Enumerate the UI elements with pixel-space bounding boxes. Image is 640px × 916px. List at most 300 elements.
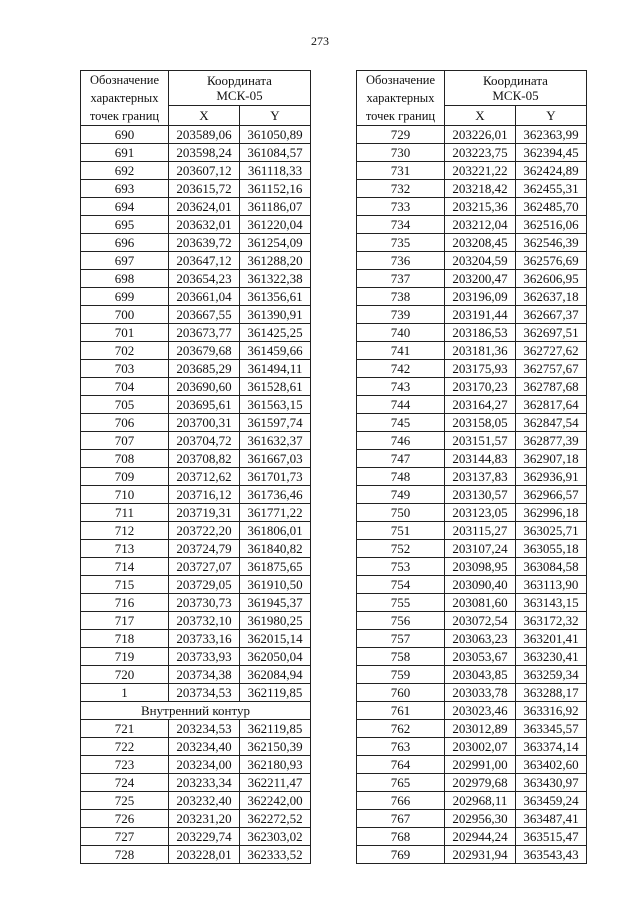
x-coordinate-cell: 203695,61 (169, 396, 240, 414)
table-row (357, 450, 587, 468)
point-number-cell: 755 (357, 594, 445, 612)
table-row (357, 558, 587, 576)
x-coordinate-cell: 203107,24 (445, 540, 516, 558)
x-coordinate-cell: 203234,40 (169, 738, 240, 756)
y-coordinate-cell: 361597,74 (240, 414, 311, 432)
x-coordinate-cell: 203734,38 (169, 666, 240, 684)
y-coordinate-cell: 362272,52 (240, 810, 311, 828)
table-row (81, 792, 311, 810)
y-coordinate-cell: 363055,18 (516, 540, 587, 558)
table-row (357, 270, 587, 288)
y-coordinate-cell: 361840,82 (240, 540, 311, 558)
y-coordinate-cell: 362485,70 (516, 198, 587, 216)
x-coordinate-cell: 203098,95 (445, 558, 516, 576)
x-coordinate-cell: 203144,83 (445, 450, 516, 468)
table-row (81, 234, 311, 252)
x-coordinate-cell: 203734,53 (169, 684, 240, 702)
x-coordinate-cell: 203215,36 (445, 198, 516, 216)
table-row (81, 522, 311, 540)
header-x: X (169, 105, 240, 125)
y-coordinate-cell: 361322,38 (240, 270, 311, 288)
table-row (357, 810, 587, 828)
x-coordinate-cell: 203081,60 (445, 594, 516, 612)
x-coordinate-cell: 203229,74 (169, 828, 240, 846)
point-number-cell: 719 (81, 648, 169, 666)
y-coordinate-cell: 363345,57 (516, 720, 587, 738)
table-row (357, 306, 587, 324)
y-coordinate-cell: 362119,85 (240, 720, 311, 738)
x-coordinate-cell: 203667,55 (169, 306, 240, 324)
header-coord-line: МСК-05 (216, 87, 263, 103)
x-coordinate-cell: 203090,40 (445, 576, 516, 594)
x-coordinate-cell: 203704,72 (169, 432, 240, 450)
y-coordinate-cell: 361118,33 (240, 162, 311, 180)
x-coordinate-cell: 203716,12 (169, 486, 240, 504)
x-coordinate-cell: 203218,42 (445, 180, 516, 198)
x-coordinate-cell: 203679,68 (169, 342, 240, 360)
y-coordinate-cell: 362180,93 (240, 756, 311, 774)
table-row (81, 576, 311, 594)
table-row (357, 252, 587, 270)
x-coordinate-cell: 203708,82 (169, 450, 240, 468)
x-coordinate-cell: 203639,72 (169, 234, 240, 252)
point-number-cell: 708 (81, 450, 169, 468)
y-coordinate-cell: 361736,46 (240, 486, 311, 504)
table-row (357, 468, 587, 486)
header-label-line: точек границ (365, 109, 436, 123)
x-coordinate-cell: 202944,24 (445, 828, 516, 846)
x-coordinate-cell: 203002,07 (445, 738, 516, 756)
x-coordinate-cell: 203733,16 (169, 630, 240, 648)
point-number-cell: 768 (357, 828, 445, 846)
table-row (357, 180, 587, 198)
point-number-cell: 724 (81, 774, 169, 792)
x-coordinate-cell: 203661,04 (169, 288, 240, 306)
y-coordinate-cell: 363459,24 (516, 792, 587, 810)
table-row (81, 774, 311, 792)
y-coordinate-cell: 362211,47 (240, 774, 311, 792)
x-coordinate-cell: 203647,12 (169, 252, 240, 270)
point-number-cell: 746 (357, 432, 445, 450)
table-row (81, 252, 311, 270)
table-row (357, 540, 587, 558)
table-row (357, 432, 587, 450)
table-row (81, 450, 311, 468)
table-row (81, 360, 311, 378)
header-coordinate (445, 71, 587, 106)
table-row (357, 198, 587, 216)
point-number-cell: 714 (81, 558, 169, 576)
point-number-cell: 725 (81, 792, 169, 810)
header-point-label (357, 71, 445, 126)
point-number-cell: 765 (357, 774, 445, 792)
x-coordinate-cell: 203223,75 (445, 144, 516, 162)
y-coordinate-cell: 361980,25 (240, 612, 311, 630)
y-coordinate-cell: 362966,57 (516, 486, 587, 504)
point-number-cell: 756 (357, 612, 445, 630)
point-number-cell: 707 (81, 432, 169, 450)
x-coordinate-cell: 203072,54 (445, 612, 516, 630)
table-row (81, 486, 311, 504)
point-number-cell: 729 (357, 126, 445, 144)
x-coordinate-cell: 203115,27 (445, 522, 516, 540)
x-coordinate-cell: 203226,01 (445, 126, 516, 144)
y-coordinate-cell: 363143,15 (516, 594, 587, 612)
point-number-cell: 753 (357, 558, 445, 576)
point-number-cell: 744 (357, 396, 445, 414)
x-coordinate-cell: 202931,94 (445, 846, 516, 864)
table-row (81, 342, 311, 360)
header-coord-line: Координата (483, 72, 548, 88)
point-number-cell: 702 (81, 342, 169, 360)
y-coordinate-cell: 361186,07 (240, 198, 311, 216)
header-label-line: Обозначение (365, 73, 436, 87)
y-coordinate-cell: 363316,92 (516, 702, 587, 720)
header-label-line: Обозначение (89, 73, 160, 87)
point-number-cell: 743 (357, 378, 445, 396)
point-number-cell: 692 (81, 162, 169, 180)
x-coordinate-cell: 203685,29 (169, 360, 240, 378)
x-coordinate-cell: 203732,10 (169, 612, 240, 630)
y-coordinate-cell: 361701,73 (240, 468, 311, 486)
point-number-cell: 739 (357, 306, 445, 324)
y-coordinate-cell: 361945,37 (240, 594, 311, 612)
y-coordinate-cell: 363230,41 (516, 648, 587, 666)
header-coordinate (169, 71, 311, 106)
table-row (81, 468, 311, 486)
point-number-cell: 763 (357, 738, 445, 756)
table-row (81, 666, 311, 684)
x-coordinate-cell: 203234,00 (169, 756, 240, 774)
x-coordinate-cell: 203221,22 (445, 162, 516, 180)
y-coordinate-cell: 362697,51 (516, 324, 587, 342)
point-number-cell: 750 (357, 504, 445, 522)
point-number-cell: 742 (357, 360, 445, 378)
y-coordinate-cell: 361459,66 (240, 342, 311, 360)
table-row (357, 702, 587, 720)
point-number-cell: 694 (81, 198, 169, 216)
table-row (357, 630, 587, 648)
table-header-row (81, 71, 311, 106)
x-coordinate-cell: 203033,78 (445, 684, 516, 702)
header-point-label (81, 71, 169, 126)
point-number-cell: 759 (357, 666, 445, 684)
point-number-cell: 712 (81, 522, 169, 540)
y-coordinate-cell: 362084,94 (240, 666, 311, 684)
point-number-cell: 734 (357, 216, 445, 234)
y-coordinate-cell: 363374,14 (516, 738, 587, 756)
point-number-cell: 764 (357, 756, 445, 774)
x-coordinate-cell: 203234,53 (169, 720, 240, 738)
table-row (357, 324, 587, 342)
point-number-cell: 749 (357, 486, 445, 504)
table-row (81, 414, 311, 432)
contour-row (81, 702, 311, 720)
table-row (357, 756, 587, 774)
table-row (357, 594, 587, 612)
x-coordinate-cell: 202991,00 (445, 756, 516, 774)
table-row (357, 144, 587, 162)
point-number-cell: 730 (357, 144, 445, 162)
table-row (81, 144, 311, 162)
y-coordinate-cell: 361771,22 (240, 504, 311, 522)
x-coordinate-cell: 203137,83 (445, 468, 516, 486)
table-row (81, 216, 311, 234)
y-coordinate-cell: 363487,41 (516, 810, 587, 828)
x-coordinate-cell: 203615,72 (169, 180, 240, 198)
point-number-cell: 745 (357, 414, 445, 432)
point-number-cell: 751 (357, 522, 445, 540)
x-coordinate-cell: 203123,05 (445, 504, 516, 522)
point-number-cell: 723 (81, 756, 169, 774)
table-row (81, 810, 311, 828)
x-coordinate-cell: 203632,01 (169, 216, 240, 234)
x-coordinate-cell: 203204,59 (445, 252, 516, 270)
point-number-cell: 728 (81, 846, 169, 864)
point-number-cell: 696 (81, 234, 169, 252)
point-number-cell: 740 (357, 324, 445, 342)
table-row (357, 396, 587, 414)
x-coordinate-cell: 203043,85 (445, 666, 516, 684)
point-number-cell: 761 (357, 702, 445, 720)
point-number-cell: 738 (357, 288, 445, 306)
point-number-cell: 766 (357, 792, 445, 810)
y-coordinate-cell: 362516,06 (516, 216, 587, 234)
x-coordinate-cell: 203170,23 (445, 378, 516, 396)
point-number-cell: 735 (357, 234, 445, 252)
x-coordinate-cell: 203228,01 (169, 846, 240, 864)
header-y: Y (516, 105, 587, 125)
table-row (81, 612, 311, 630)
y-coordinate-cell: 361152,16 (240, 180, 311, 198)
y-coordinate-cell: 361528,61 (240, 378, 311, 396)
x-coordinate-cell: 203598,24 (169, 144, 240, 162)
y-coordinate-cell: 361356,61 (240, 288, 311, 306)
table-row (357, 162, 587, 180)
point-number-cell: 722 (81, 738, 169, 756)
x-coordinate-cell: 203181,36 (445, 342, 516, 360)
point-number-cell: 716 (81, 594, 169, 612)
y-coordinate-cell: 363201,41 (516, 630, 587, 648)
table-row (357, 504, 587, 522)
point-number-cell: 721 (81, 720, 169, 738)
point-number-cell: 715 (81, 576, 169, 594)
point-number-cell: 705 (81, 396, 169, 414)
y-coordinate-cell: 361563,15 (240, 396, 311, 414)
x-coordinate-cell: 202956,30 (445, 810, 516, 828)
x-coordinate-cell: 203196,09 (445, 288, 516, 306)
table-row (81, 828, 311, 846)
table-row (81, 198, 311, 216)
y-coordinate-cell: 361494,11 (240, 360, 311, 378)
y-coordinate-cell: 363172,32 (516, 612, 587, 630)
x-coordinate-cell: 203212,04 (445, 216, 516, 234)
table-row (81, 504, 311, 522)
table-row (357, 684, 587, 702)
point-number-cell: 748 (357, 468, 445, 486)
x-coordinate-cell: 203589,06 (169, 126, 240, 144)
y-coordinate-cell: 362817,64 (516, 396, 587, 414)
point-number-cell: 767 (357, 810, 445, 828)
x-coordinate-cell: 203063,23 (445, 630, 516, 648)
table-row (81, 558, 311, 576)
y-coordinate-cell: 362667,37 (516, 306, 587, 324)
x-coordinate-cell: 203654,23 (169, 270, 240, 288)
table-row (81, 180, 311, 198)
x-coordinate-cell: 203730,73 (169, 594, 240, 612)
x-coordinate-cell: 203232,40 (169, 792, 240, 810)
table-row (81, 540, 311, 558)
header-y: Y (240, 105, 311, 125)
point-number-cell: 697 (81, 252, 169, 270)
y-coordinate-cell: 362996,18 (516, 504, 587, 522)
point-number-cell: 706 (81, 414, 169, 432)
table-row (81, 738, 311, 756)
y-coordinate-cell: 363288,17 (516, 684, 587, 702)
x-coordinate-cell: 203175,93 (445, 360, 516, 378)
table-header-row (357, 71, 587, 106)
y-coordinate-cell: 362546,39 (516, 234, 587, 252)
point-number-cell: 703 (81, 360, 169, 378)
y-coordinate-cell: 363402,60 (516, 756, 587, 774)
point-number-cell: 701 (81, 324, 169, 342)
y-coordinate-cell: 361254,09 (240, 234, 311, 252)
table-row (357, 648, 587, 666)
x-coordinate-cell: 203624,01 (169, 198, 240, 216)
point-number-cell: 741 (357, 342, 445, 360)
x-coordinate-cell: 203729,05 (169, 576, 240, 594)
header-x: X (445, 105, 516, 125)
point-number-cell: 699 (81, 288, 169, 306)
y-coordinate-cell: 363543,43 (516, 846, 587, 864)
point-number-cell: 762 (357, 720, 445, 738)
point-number-cell: 693 (81, 180, 169, 198)
table-row (357, 522, 587, 540)
table-row (81, 594, 311, 612)
table-row (357, 792, 587, 810)
table-row (81, 162, 311, 180)
y-coordinate-cell: 362333,52 (240, 846, 311, 864)
y-coordinate-cell: 361288,20 (240, 252, 311, 270)
point-number-cell: 736 (357, 252, 445, 270)
x-coordinate-cell: 203191,44 (445, 306, 516, 324)
y-coordinate-cell: 362242,00 (240, 792, 311, 810)
y-coordinate-cell: 362606,95 (516, 270, 587, 288)
y-coordinate-cell: 363025,71 (516, 522, 587, 540)
point-number-cell: 700 (81, 306, 169, 324)
header-label-line: характерных (90, 91, 159, 105)
y-coordinate-cell: 361084,57 (240, 144, 311, 162)
table-row (81, 432, 311, 450)
x-coordinate-cell: 203719,31 (169, 504, 240, 522)
y-coordinate-cell: 363515,47 (516, 828, 587, 846)
table-row (357, 414, 587, 432)
table-row (357, 126, 587, 144)
table-row (357, 612, 587, 630)
table-row (81, 270, 311, 288)
point-number-cell: 704 (81, 378, 169, 396)
point-number-cell: 731 (357, 162, 445, 180)
y-coordinate-cell: 362455,31 (516, 180, 587, 198)
point-number-cell: 754 (357, 576, 445, 594)
point-number-cell: 1 (81, 684, 169, 702)
point-number-cell: 718 (81, 630, 169, 648)
header-coord-line: МСК-05 (492, 87, 539, 103)
table-row (81, 396, 311, 414)
x-coordinate-cell: 203690,60 (169, 378, 240, 396)
header-label-line: точек границ (89, 109, 160, 123)
y-coordinate-cell: 361390,91 (240, 306, 311, 324)
y-coordinate-cell: 361050,89 (240, 126, 311, 144)
point-number-cell: 733 (357, 198, 445, 216)
y-coordinate-cell: 362394,45 (516, 144, 587, 162)
table-row (357, 486, 587, 504)
point-number-cell: 726 (81, 810, 169, 828)
y-coordinate-cell: 361910,50 (240, 576, 311, 594)
x-coordinate-cell: 202968,11 (445, 792, 516, 810)
y-coordinate-cell: 362150,39 (240, 738, 311, 756)
x-coordinate-cell: 203673,77 (169, 324, 240, 342)
point-number-cell: 757 (357, 630, 445, 648)
y-coordinate-cell: 362050,04 (240, 648, 311, 666)
table-row (81, 684, 311, 702)
x-coordinate-cell: 203607,12 (169, 162, 240, 180)
point-number-cell: 709 (81, 468, 169, 486)
x-coordinate-cell: 203158,05 (445, 414, 516, 432)
point-number-cell: 732 (357, 180, 445, 198)
point-number-cell: 713 (81, 540, 169, 558)
table-row (357, 234, 587, 252)
x-coordinate-cell: 203233,34 (169, 774, 240, 792)
point-number-cell: 769 (357, 846, 445, 864)
table-row (81, 756, 311, 774)
y-coordinate-cell: 362119,85 (240, 684, 311, 702)
y-coordinate-cell: 362757,67 (516, 360, 587, 378)
y-coordinate-cell: 361806,01 (240, 522, 311, 540)
table-row (357, 288, 587, 306)
y-coordinate-cell: 362847,54 (516, 414, 587, 432)
table-row (81, 378, 311, 396)
point-number-cell: 760 (357, 684, 445, 702)
point-number-cell: 695 (81, 216, 169, 234)
x-coordinate-cell: 203231,20 (169, 810, 240, 828)
point-number-cell: 717 (81, 612, 169, 630)
header-label-line: характерных (366, 91, 435, 105)
point-number-cell: 711 (81, 504, 169, 522)
y-coordinate-cell: 361425,25 (240, 324, 311, 342)
y-coordinate-cell: 362787,68 (516, 378, 587, 396)
table-row (357, 828, 587, 846)
y-coordinate-cell: 362424,89 (516, 162, 587, 180)
coordinates-table-left (80, 70, 311, 864)
y-coordinate-cell: 362363,99 (516, 126, 587, 144)
table-row (357, 378, 587, 396)
point-number-cell: 720 (81, 666, 169, 684)
point-number-cell: 710 (81, 486, 169, 504)
x-coordinate-cell: 202979,68 (445, 774, 516, 792)
y-coordinate-cell: 363084,58 (516, 558, 587, 576)
x-coordinate-cell: 203053,67 (445, 648, 516, 666)
point-number-cell: 747 (357, 450, 445, 468)
table-row (357, 666, 587, 684)
y-coordinate-cell: 361220,04 (240, 216, 311, 234)
table-row (81, 324, 311, 342)
x-coordinate-cell: 203012,89 (445, 720, 516, 738)
y-coordinate-cell: 363430,97 (516, 774, 587, 792)
table-row (357, 738, 587, 756)
x-coordinate-cell: 203700,31 (169, 414, 240, 432)
x-coordinate-cell: 203200,47 (445, 270, 516, 288)
